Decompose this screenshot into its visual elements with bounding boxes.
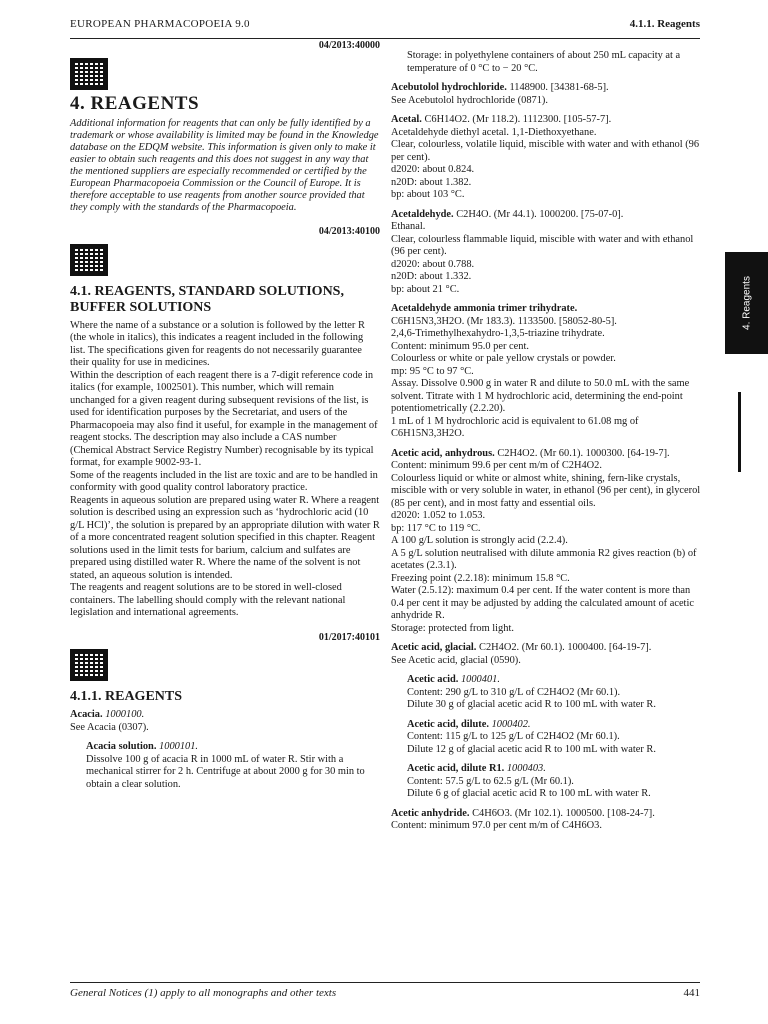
section-title: 4.1. REAGENTS, STANDARD SOLUTIONS, BUFFER SOLUTIONS [70,283,344,315]
entry-text: d2020: 1.052 to 1.053. [391,510,486,521]
side-tab-label: 4. Reagents [741,276,752,330]
entry-text: bp: about 21 °C. [391,283,460,295]
entry-text: Water (2.5.12): maximum 0.4 per cent. If the water content is more than 0.4 per cent it may be adjusted by adding the calculated amount of acetic anhydride R. [391,585,694,621]
header-title: EUROPEAN PHARMACOPOEIA 9.0 [70,18,250,30]
entry-text: A 100 g/L solution is strongly acid (2.2.4). [391,535,568,546]
entry-text: Dilute 30 g of glacial acetic acid R to 100 mL with water R. [407,699,656,710]
qr-code-icon [70,58,108,90]
entry-text: n20D: about 1.382. [391,176,472,188]
body-paragraph: Within the description of each reagent there is a 7-digit reference code in italics (for example, 1002501). This number, which will remain unchanged for a given reagent during subsequent revisions of the list, is used for identification purposes by the Secretariat, and users of the Pharmacopoeia may also find it useful, for example in the management of reagent stocks. The description may also include a CAS number (Chemical Abstract Service Registry Number) recognisable by its typical format, for example 9002-93-1. [70,369,378,468]
body-paragraph: Where the name of a substance or a solution is followed by the letter R (the whole in italics), this indicates a reagent included in the following list. The specifications given for reagents do not necessarily guarantee their quality for use in medicines. [70,319,365,368]
entry-text: Dissolve 100 g of acacia R in 1000 mL of water R. Stir with a mechanical stirrer for 2 h. Centrifuge at about 2000 g for 30 min to obtain a clear solution. [86,753,365,790]
entry-heading: Acetic acid, anhydrous. C2H4O2. (Mr 60.1). 1000300. [64-19-7]. [391,447,670,459]
body-paragraph: The reagents and reagent solutions are to be stored in well-closed containers. The labelling should comply with the relevant national legislation and international agreements. [70,582,346,618]
entry-text: Dilute 12 g of glacial acetic acid R to 100 mL with water R. [407,743,656,755]
entry-heading: Acetic anhydride. C4H6O3. (Mr 102.1). 1000500. [108-24-7]. [391,807,655,819]
entry-text: Storage: protected from light. [391,622,514,634]
entry-text: d2020: about 0.788. [391,258,475,270]
entry-text: d2020: about 0.824. [391,164,475,175]
entry-heading: Acetic acid, glacial. C2H4O2. (Mr 60.1). 1000400. [64-19-7]. [391,642,652,653]
entry-acacia: Acacia. 1000100. [70,709,145,720]
side-tab[interactable] [725,252,768,354]
entry-text: See Acetic acid, glacial (0590). [391,654,521,666]
entry-text: bp: about 103 °C. [391,189,465,200]
body-paragraph: Reagents in aqueous solution are prepared using water R. Where a reagent solution is described using an expression such as ‘hydrochloric acid (10 g/L HCl)’, the solution is prepared by an appropriate dilution with water R of a more concentrated reagent solution specified in this chapter. Reagent solutions used in the limit tests for barium, calcium and sulfates are prepared using distilled water R. Where the name of the solvent is not stated, an aqueous solution is intended. [70,494,380,581]
header-section: 4.1.1. Reagents [629,18,700,30]
entry-text: Storage: in polyethylene containers of about 250 mL capacity at a temperature of 0 °C to − 20 °C. [407,50,681,74]
entry-text: 1 mL of 1 M hydrochloric acid is equivalent to 61.08 mg of C6H15N3,3H2O. [391,415,639,439]
entry-text: Clear, colourless, volatile liquid, miscible with water and with ethanol (96 per cent). [391,139,700,163]
monograph-code: 04/2013:40000 [318,40,380,51]
footer-note: General Notices (1) apply to all monographs and other texts [70,987,337,999]
entry-text: bp: 117 °C to 119 °C. [391,522,481,534]
entry-text: Content: 57.5 g/L to 62.5 g/L (Mr 60.1). [407,775,574,787]
entry-heading: Acetal. C6H14O2. (Mr 118.2). 1112300. [105-57-7]. [391,114,612,125]
section-title: 4.1.1. REAGENTS [70,689,183,704]
qr-code-icon [70,244,108,276]
entry-heading: Acetic acid, dilute R1. 1000403. [407,763,546,774]
side-marker-bar [738,392,741,472]
intro-note: Additional information for reagents that can only be fully identified by a trademark or whose availability is limited may be found in the Knowledge database on the EDQM website. This information is given only to make it easier to obtain such reagents and this does not suggest in any way that the mentioned suppliers are especially recommended or certified by the European Pharmacopoeia Commission or the Council of Europe. It is therefore acceptable to use reagents from another source provided that they comply with the standards of the Pharmacopoeia. [70,118,379,213]
entry-text: mp: 95 °C to 97 °C. [391,365,474,377]
entry-text: See Acebutolol hydrochloride (0871). [391,94,548,106]
entry-text: Assay. Dissolve 0.900 g in water R and dilute to 50.0 mL with the same solvent. Titrate with 1 M hydrochloric acid, determining the end-point potentiometrically (2.2.20). [391,378,690,414]
entry-text: 2,4,6-Trimethylhexahydro-1,3,5-triazine trihydrate. [391,328,605,339]
entry-text: Content: minimum 97.0 per cent m/m of C4H6O3. [391,820,602,831]
entry-heading: Acebutolol hydrochloride. 1148900. [34381-68-5]. [391,82,609,93]
entry-text: Ethanal. [391,221,426,232]
entry-heading: Acetic acid, dilute. 1000402. [407,718,531,730]
left-column [70,40,380,791]
entry-text: Content: 290 g/L to 310 g/L of C2H4O2 (Mr 60.1). [407,686,621,698]
entry-text: Content: 115 g/L to 125 g/L of C2H4O2 (Mr 60.1). [407,731,620,742]
monograph-code: 01/2017:40101 [318,631,380,643]
body-paragraph: Some of the reagents included in the list are toxic and are to be handled in conformity with good quality control laboratory practice. [70,469,378,493]
header-rule [70,38,700,39]
chapter-title: 4. REAGENTS [70,92,200,114]
entry-text: Dilute 6 g of glacial acetic acid R to 100 mL with water R. [407,788,651,799]
entry-text: Content: minimum 99.6 per cent m/m of C2H4O2. [391,460,602,471]
footer-rule [70,982,700,983]
entry-text: Acetaldehyde diethyl acetal. 1,1-Diethoxyethane. [391,126,597,138]
page-number: 441 [683,987,700,999]
entry-text: A 5 g/L solution neutralised with dilute ammonia R2 gives reaction (b) of acetates (2.3.1). [391,547,697,571]
entry-text: Clear, colourless flammable liquid, miscible with water and with ethanol (96 per cent). [391,233,694,257]
entry-acacia-solution: Acacia solution. 1000101. [86,741,199,752]
entry-text: C6H15N3,3H2O. (Mr 183.3). 1133500. [58052-80-5]. [391,315,617,327]
right-column [391,50,701,833]
entry-text: Content: minimum 95.0 per cent. [391,340,529,352]
monograph-code: 04/2013:40100 [318,226,380,237]
entry-heading: Acetaldehyde ammonia trimer trihydrate. [391,303,578,314]
entry-text: Colourless or white or pale yellow crystals or powder. [391,353,616,364]
entry-text: Colourless liquid or white or almost white, shining, fern-like crystals, miscible with or very soluble in water, in ethanol (96 per cent), in glycerol (85 per cent), and in most fatty and essential oils. [391,472,701,509]
entry-heading: Acetaldehyde. C2H4O. (Mr 44.1). 1000200. [75-07-0]. [391,208,624,220]
qr-code-icon [70,649,108,681]
entry-heading: Acetic acid. 1000401. [407,674,500,685]
entry-text: n20D: about 1.332. [391,271,472,282]
entry-text: Freezing point (2.2.18): minimum 15.8 °C. [391,572,570,584]
page-header [70,18,700,34]
entry-text: See Acacia (0307). [70,721,149,733]
